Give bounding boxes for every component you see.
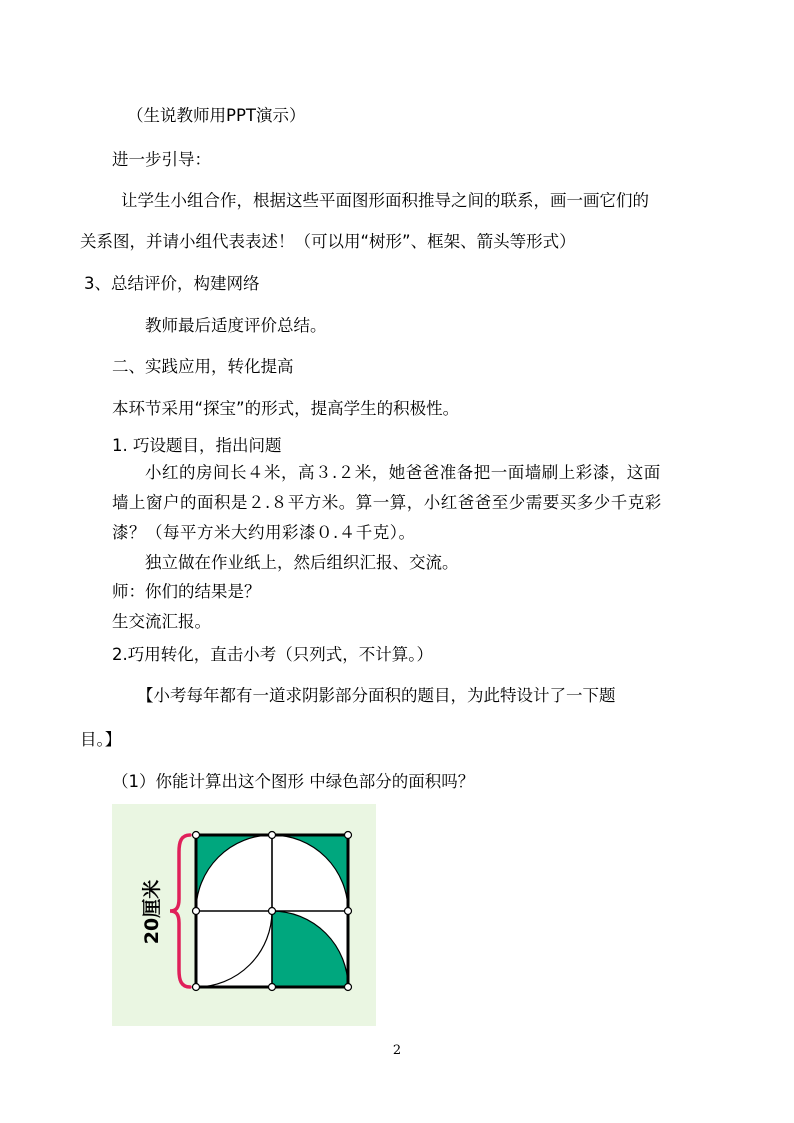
ppt-demo-note: （生说教师用PPT演示） [127,106,306,125]
item-2-heading: 2.巧用转化，直击小考（只列式，不计算。） [112,645,433,664]
question-1: （1）你能计算出这个图形 中绿色部分的面积吗？ [112,772,475,791]
dimension-label: 20厘米 [141,879,163,945]
section-2-heading: 二、实践应用，转化提高 [112,357,294,376]
independent-work: 独立做在作业纸上，然后组织汇报、交流。 [145,553,459,572]
group-task-line1: 让学生小组合作，根据这些平面图形面积推导之间的联系，画一画它们的 [121,191,649,210]
exam-note-line2: 目。】 [80,730,122,749]
treasure-intro: 本环节采用“探宝”的形式，提高学生的积极性。 [112,399,460,418]
dimension-brace [170,835,190,987]
teacher-summary: 教师最后适度评价总结。 [145,316,327,335]
group-task-line2: 关系图，并请小组代表表述！（可以用“树形”、框架、箭头等形式） [80,232,576,251]
pinwheel-figure [112,804,376,1026]
pinwheel-diagram [112,804,376,1026]
problem-line3: 漆？（每平方米大约用彩漆０.４千克）。 [112,523,416,542]
problem-line2: 墙上窗户的面积是２.８平方米。算一算，小红爸爸至少需要买多少千克彩 [112,493,662,512]
page-number: 2 [392,1043,402,1058]
further-guidance: 进一步引导： [112,150,211,169]
item-1-heading: 1. 巧设题目，指出问题 [112,436,282,455]
exam-note-line1: 【小考每年都有一道求阴影部分面积的题目，为此特设计了一下题 [137,686,616,705]
student-report: 生交流汇报。 [112,612,211,631]
problem-line1: 小红的房间长４米，高３.２米，她爸爸准备把一面墙刷上彩漆，这面 [145,463,661,482]
section-3-heading: 3、总结评价，构建网络 [84,274,260,293]
teacher-question: 师：你们的结果是？ [112,582,261,601]
